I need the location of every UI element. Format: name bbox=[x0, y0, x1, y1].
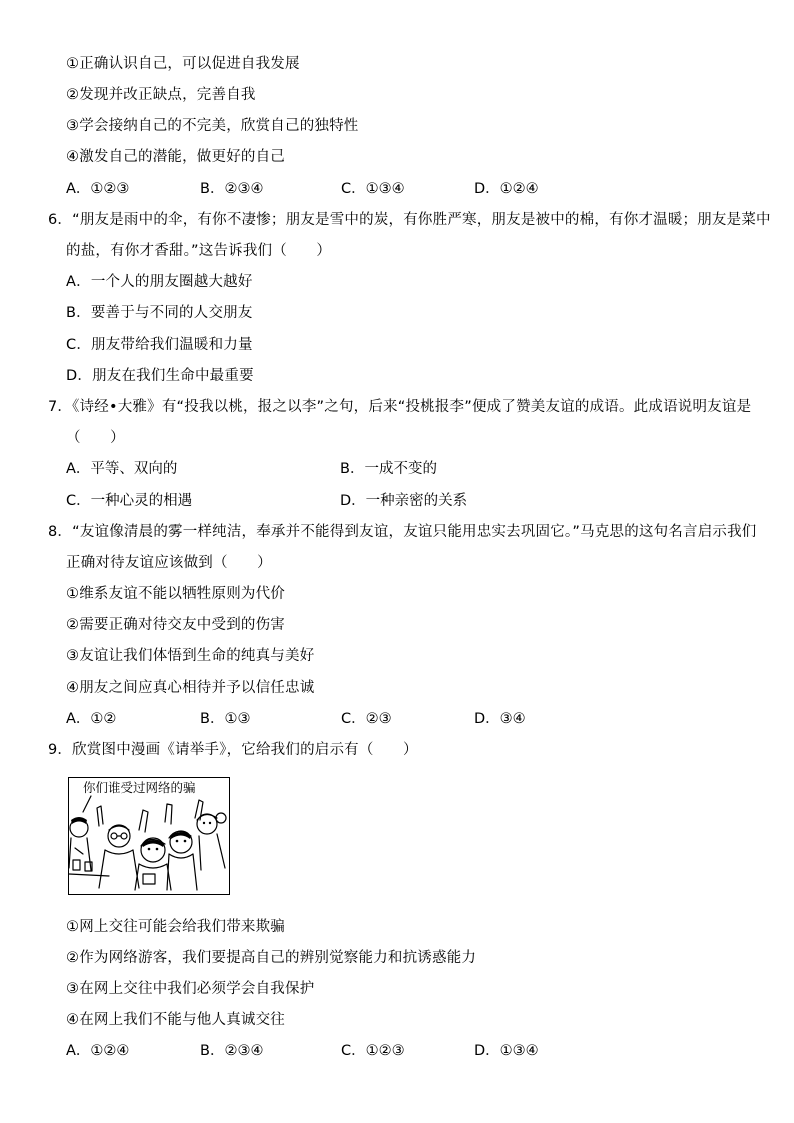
q7-options-row2 bbox=[66, 491, 766, 511]
q9-item-1: ①网上交往可能会给我们带来欺骗 bbox=[66, 919, 285, 935]
q8-option-b[interactable]: B．①③ bbox=[200, 711, 251, 727]
cartoon-caption: 你们谁受过网络的骗 bbox=[83, 780, 196, 795]
q6-option-a[interactable]: A．一个人的朋友圈越大越好 bbox=[66, 274, 253, 290]
q8-item-1: ①维系友谊不能以牺牲原则为代价 bbox=[66, 586, 285, 602]
q9-option-b[interactable]: B．②③④ bbox=[200, 1043, 264, 1059]
q6-option-d[interactable]: D．朋友在我们生命中最重要 bbox=[66, 368, 254, 384]
q9-item-2: ②作为网络游客，我们要提高自己的辨别觉察能力和抗诱惑能力 bbox=[66, 950, 477, 966]
q6-option-c[interactable]: C．朋友带给我们温暖和力量 bbox=[66, 337, 253, 353]
q5-option-a[interactable]: A．①②③ bbox=[66, 181, 130, 197]
q8-option-d[interactable]: D．③④ bbox=[474, 711, 526, 727]
q5-item-3: ③学会接纳自己的不完美，欣赏自己的独特性 bbox=[66, 118, 359, 134]
q6-stem-line2: 的盐，有你才香甜。”这告诉我们（ ） bbox=[66, 243, 332, 259]
q8-stem-line1: 8．“友谊像清晨的雾一样纯洁，奉承并不能得到友谊，友谊只能用忠实去巩固它。”马克思的这句名言启示我们 bbox=[48, 524, 757, 540]
q5-option-c[interactable]: C．①③④ bbox=[341, 181, 405, 197]
q7-option-c[interactable]: C．一种心灵的相遇 bbox=[66, 493, 193, 509]
q7-option-b[interactable]: B．一成不变的 bbox=[340, 461, 437, 477]
q6-option-b[interactable]: B．要善于与不同的人交朋友 bbox=[66, 305, 253, 321]
q7-stem-line1: 7．《诗经•大雅》有“投我以桃，报之以李”之句，后来“投桃报李”便成了赞美友谊的成语。此成语说明友谊是 bbox=[48, 399, 752, 415]
q7-options-row1 bbox=[66, 459, 766, 479]
q5-option-d[interactable]: D．①②④ bbox=[474, 181, 539, 197]
q7-option-a[interactable]: A．平等、双向的 bbox=[66, 461, 178, 477]
q8-item-2: ②需要正确对待交友中受到的伤害 bbox=[66, 617, 285, 633]
q9-item-4: ④在网上我们不能与他人真诚交往 bbox=[66, 1012, 285, 1028]
q5-item-1: ①正确认识自己，可以促进自我发展 bbox=[66, 56, 300, 72]
q6-stem-line1: 6．“朋友是雨中的伞，有你不凄惨；朋友是雪中的炭，有你胜严寒，朋友是被中的棉，有你才温暖；朋友是菜中 bbox=[48, 212, 771, 228]
q5-item-4: ④激发自己的潜能，做更好的自己 bbox=[66, 149, 285, 165]
q7-option-d[interactable]: D．一种亲密的关系 bbox=[340, 493, 468, 509]
q8-item-3: ③友谊让我们体悟到生命的纯真与美好 bbox=[66, 648, 315, 664]
q8-option-c[interactable]: C．②③ bbox=[341, 711, 392, 727]
q7-stem-line2: （ ） bbox=[66, 430, 125, 446]
q8-stem-line2: 正确对待友谊应该做到（ ） bbox=[66, 555, 272, 571]
cartoon-image bbox=[68, 777, 230, 895]
q9-option-c[interactable]: C．①②③ bbox=[341, 1043, 405, 1059]
q9-item-3: ③在网上交往中我们必须学会自我保护 bbox=[66, 981, 315, 997]
q9-options bbox=[66, 1041, 766, 1061]
q5-item-2: ②发现并改正缺点，完善自我 bbox=[66, 87, 256, 103]
q9-stem: 9．欣赏图中漫画《请举手》，它给我们的启示有（ ） bbox=[48, 742, 418, 758]
q9-option-a[interactable]: A．①②④ bbox=[66, 1043, 130, 1059]
q5-option-b[interactable]: B．②③④ bbox=[200, 181, 264, 197]
q5-options bbox=[66, 179, 766, 199]
q8-item-4: ④朋友之间应真心相待并予以信任忠诚 bbox=[66, 680, 315, 696]
q8-option-a[interactable]: A．①② bbox=[66, 711, 117, 727]
cartoon-drawing bbox=[69, 778, 228, 893]
q9-option-d[interactable]: D．①③④ bbox=[474, 1043, 539, 1059]
q8-options bbox=[66, 709, 766, 729]
